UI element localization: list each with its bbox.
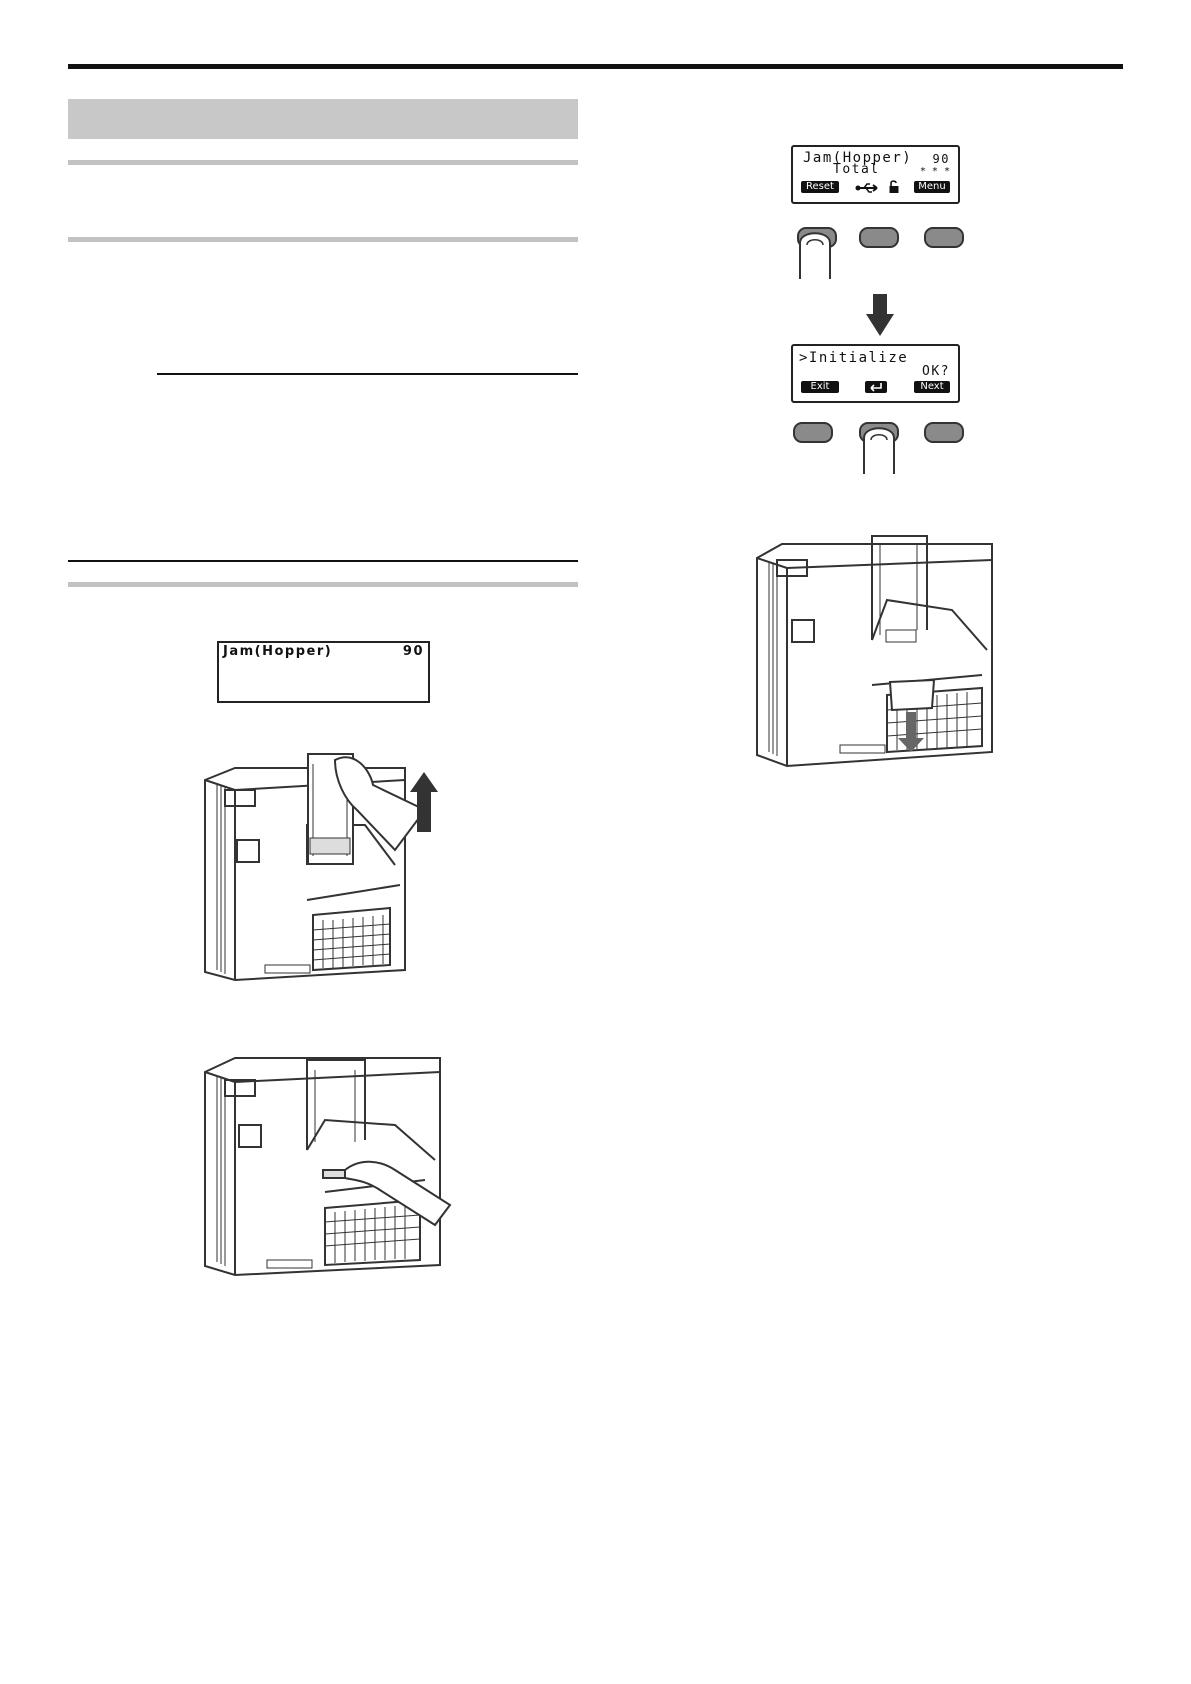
printer-button-right-2[interactable] bbox=[924, 422, 964, 443]
usb-icon bbox=[855, 182, 881, 194]
printer-remove-hopper-figure bbox=[195, 740, 455, 985]
softkey-menu: Menu bbox=[914, 181, 950, 193]
softkey-next: Next bbox=[914, 381, 950, 393]
lcd-status-code: 90 bbox=[932, 152, 950, 166]
enter-icon bbox=[869, 383, 883, 391]
subsection-rule-1 bbox=[68, 160, 578, 165]
lcd-status-line2: Total bbox=[833, 162, 880, 177]
softkey-reset: Reset bbox=[801, 181, 839, 193]
printer-button-left-2[interactable] bbox=[793, 422, 833, 443]
softkey-exit: Exit bbox=[801, 381, 839, 393]
unlock-icon bbox=[888, 180, 900, 194]
printer-button-right[interactable] bbox=[924, 227, 964, 248]
subsection-rule-2 bbox=[68, 237, 578, 242]
lcd-display-jam bbox=[217, 641, 430, 703]
lcd-display-initialize bbox=[791, 344, 960, 403]
printer-card-eject-figure bbox=[752, 530, 1002, 770]
lcd-status-stars: * * * bbox=[919, 166, 950, 177]
subsection-rule-4 bbox=[68, 582, 578, 587]
lcd-display-status bbox=[791, 145, 960, 204]
lcd-error-code: 90 bbox=[402, 644, 424, 659]
lcd-status-line1: Jam(Hopper) bbox=[803, 150, 913, 166]
note-rule bbox=[157, 373, 578, 375]
down-arrow-icon bbox=[866, 294, 894, 336]
lcd-initialize-line1: >Initialize bbox=[799, 350, 909, 366]
printer-remove-jammed-card-figure bbox=[195, 1030, 465, 1280]
section-header-band bbox=[68, 99, 578, 139]
lcd-initialize-line2: OK? bbox=[922, 364, 950, 379]
softkey-enter bbox=[865, 381, 887, 393]
lcd-error-text: Jam(Hopper) bbox=[223, 644, 333, 659]
page-top-rule bbox=[68, 64, 1123, 69]
printer-button-center[interactable] bbox=[859, 227, 899, 248]
subsection-rule-3 bbox=[68, 560, 578, 562]
finger-press-icon bbox=[797, 227, 833, 279]
finger-press-icon-2 bbox=[861, 422, 897, 474]
